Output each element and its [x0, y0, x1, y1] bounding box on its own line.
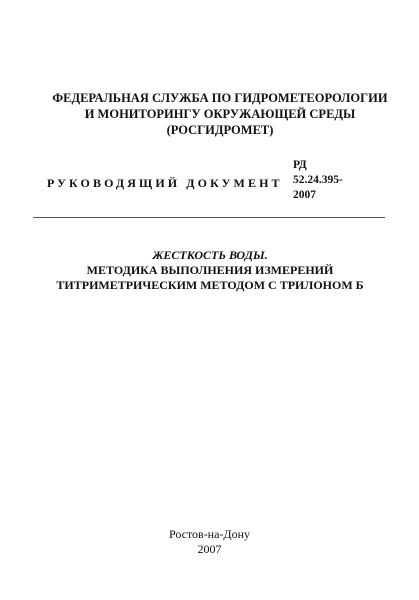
title-line: ЖЕСТКОСТЬ ВОДЫ. [152, 248, 268, 262]
imprint-year: 2007 [197, 542, 222, 556]
imprint-city: Ростов-на-Дону [168, 527, 251, 541]
document-code [293, 158, 343, 203]
document-code-line: 2007 [293, 189, 316, 201]
title-line: МЕТОДИКА ВЫПОЛНЕНИЯ ИЗМЕРЕНИЙ [86, 263, 334, 277]
agency-line: (РОСГИДРОМЕТ) [166, 123, 274, 137]
document-type: РУКОВОДЯЩИЙ ДОКУМЕНТ [47, 176, 283, 190]
document-code-line: 52.24.395- [293, 174, 343, 186]
agency-line: ФЕДЕРАЛЬНАЯ СЛУЖБА ПО ГИДРОМЕТЕОРОЛОГИИ [52, 91, 388, 105]
title-line: ТИТРИМЕТРИЧЕСКИМ МЕТОДОМ С ТРИЛОНОМ Б [56, 278, 364, 292]
document-code-line: РД [293, 159, 307, 171]
imprint [0, 527, 419, 557]
agency-header [40, 90, 400, 138]
divider-line [33, 217, 385, 218]
document-title [30, 248, 390, 293]
agency-line: И МОНИТОРИНГУ ОКРУЖАЮЩЕЙ СРЕДЫ [84, 107, 356, 121]
